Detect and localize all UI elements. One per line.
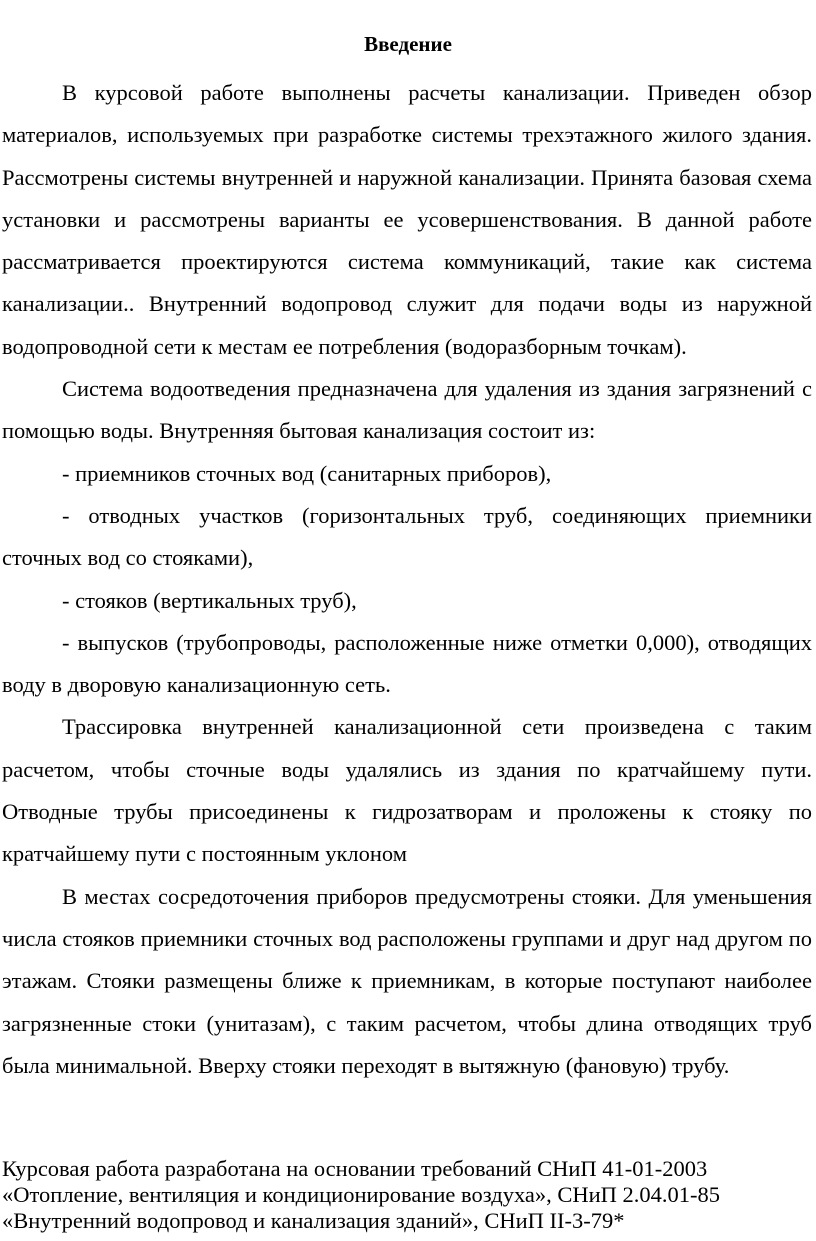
document-title: Введение bbox=[364, 32, 452, 56]
paragraph-routing: Трассировка внутренней канализационной сети произведена с таким расчетом, чтобы сточные воды удалялись из здания по кратчайшему пути. Отводные трубы присоединены к гидрозатворам и проложены к стояку по кратчайшему пути с постоянным уклоном bbox=[2, 714, 812, 867]
list-item-risers: - стояков (вертикальных труб), bbox=[62, 587, 357, 613]
standards-note bbox=[2, 1156, 812, 1234]
standards-note-line: Курсовая работа разработана на основании требований СНиП 41-01-2003 bbox=[2, 1156, 708, 1181]
list-item-receivers: - приемников сточных вод (санитарных приборов), bbox=[62, 460, 552, 486]
list-item-outlets: - выпусков (трубопроводы, расположенные ниже отметки 0,000), отводящих воду в дворовую канализационную сеть. bbox=[2, 629, 812, 698]
list-item-branch-sections: - отводных участков (горизонтальных труб, соединяющих приемники сточных вод со стояками), bbox=[2, 502, 812, 571]
document-body bbox=[2, 72, 812, 1087]
standards-note-line: «Отопление, вентиляция и кондиционирование воздуха», СНиП 2.04.01-85 bbox=[2, 1182, 721, 1207]
paragraph-drainage-system: Система водоотведения предназначена для удаления из здания загрязнений с помощью воды. Внутренняя бытовая канализация состоит из: bbox=[2, 376, 812, 444]
paragraph-intro: В курсовой работе выполнены расчеты канализации. Приведен обзор материалов, используемых при разработке системы трехэтажного жилого здания. Рассмотрены системы внутренней и наружной канализации. Принята базовая схема установки и рассмотрены варианты ее усовершенствования. В данной работе рассматривается проектируются система коммуникаций, такие как система канализации.. Внутренний водопровод служит для подачи воды из наружной водопроводной сети к местам ее потребления (водоразборным точкам). bbox=[2, 80, 812, 359]
standards-note-line: «Внутренний водопровод и канализация зданий», СНиП II-3-79* bbox=[2, 1208, 625, 1233]
paragraph-risers-placement: В местах сосредоточения приборов предусмотрены стояки. Для уменьшения числа стояков приемники сточных вод расположены группами и друг над другом по этажам. Стояки размещены ближе к приемникам, в которые поступают наиболее загрязненные стоки (унитазам), с таким расчетом, чтобы длина отводящих труб была минимальной. Вверху стояки переходят в вытяжную (фановую) трубу. bbox=[2, 883, 812, 1078]
